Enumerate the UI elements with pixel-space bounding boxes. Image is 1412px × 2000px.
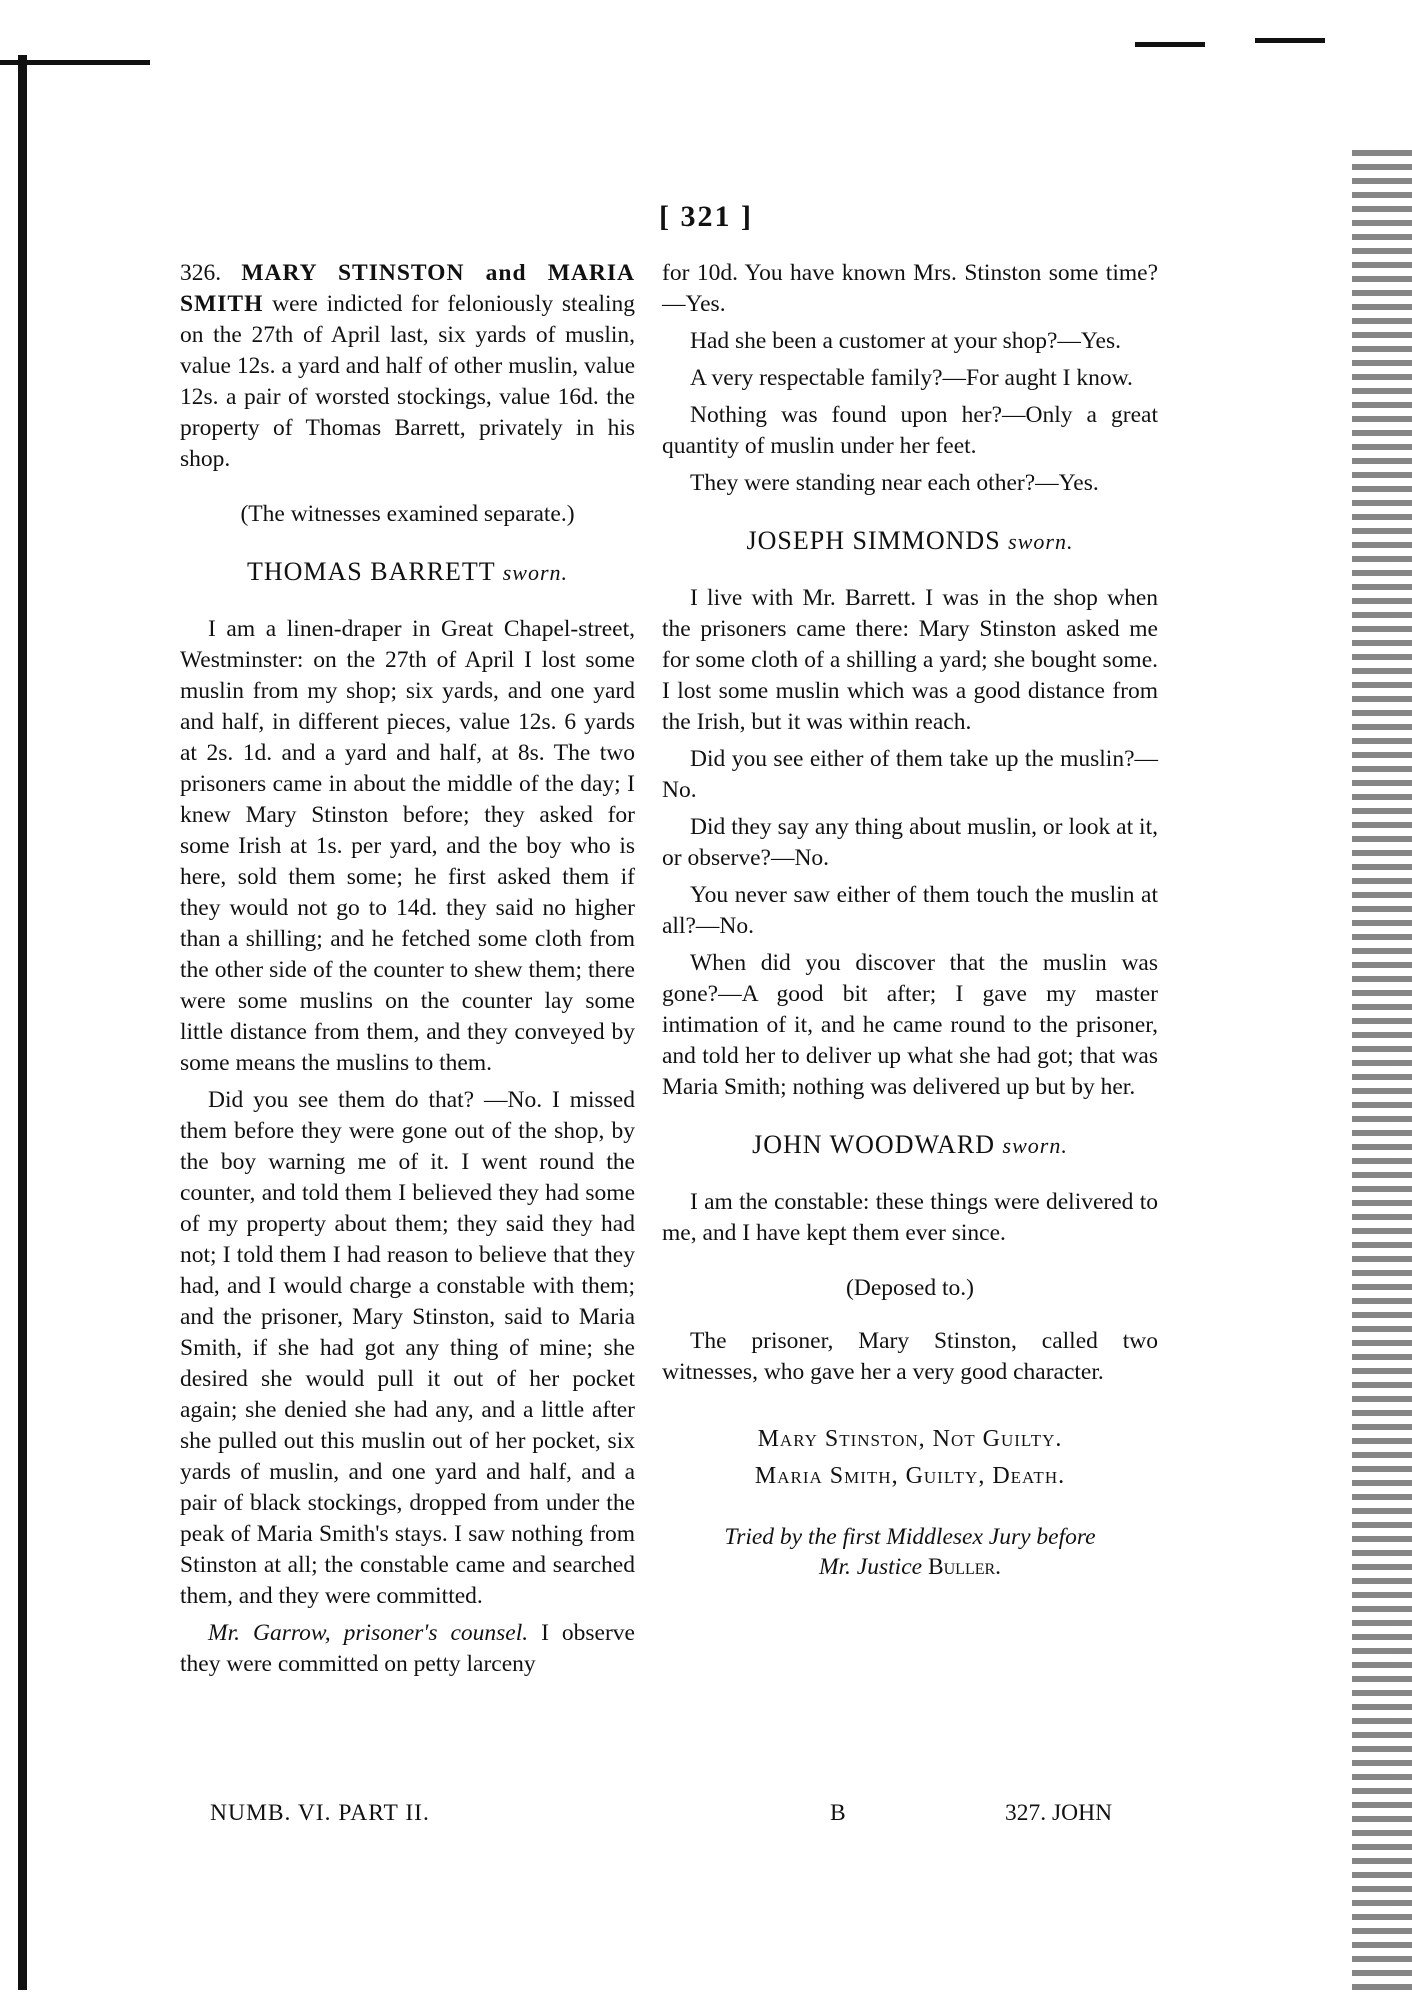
- tried-line-1: Tried by the first Middlesex Jury before: [724, 1524, 1096, 1550]
- witness-name: JOSEPH SIMMONDS: [746, 526, 1001, 555]
- testimony-paragraph: I am the constable: these things were delivered to me, and I have kept them ever since.: [662, 1189, 1158, 1246]
- sworn-label: sworn.: [1008, 529, 1074, 554]
- counsel-paragraph: [180, 1618, 635, 1680]
- testimony-paragraph: Did you see them do that? —No. I missed them before they were gone out of the shop, by the boy warning me of it. I went round the counter, and told them I believed they had some of my property about them; they said they had not; I told them I had reason to believe that they had, and I would charge a constable with them; and the prisoner, Mary Stinston, said to Maria Smith, if she had got any thing of mine; she desired she would pull it out of her pocket again; she denied she had any, and a little after she pulled out this muslin out of her pocket, six yards of muslin, and one yard and half, and a pair of black stockings, dropped from under the peak of Maria Smith's stays. I saw nothing from Stinston at all; the constable came and searched them, and they were committed.: [180, 1087, 635, 1609]
- testimony-paragraph: Did you see either of them take up the muslin?—No.: [662, 746, 1158, 803]
- right-column: [662, 258, 1158, 1588]
- witness-heading-barrett: [180, 556, 635, 588]
- sworn-label: sworn.: [1002, 1133, 1068, 1158]
- testimony-paragraph: When did you discover that the muslin was gone?—A good bit after; I gave my master intimation of it, and he came round to the prisoner, and told her to deliver up what she had got; that was Maria Smith; nothing was delivered up but by her.: [662, 950, 1158, 1100]
- testimony-paragraph: Nothing was found upon her?—Only a great quantity of muslin under her feet.: [662, 402, 1158, 459]
- verdict-stinston: Mary Stinston, Not Guilty.: [757, 1426, 1063, 1452]
- sworn-label: sworn.: [502, 560, 569, 585]
- scan-dash: [1255, 38, 1325, 43]
- signature-mark: B: [830, 1800, 846, 1826]
- footer-number: NUMB. VI. PART II.: [210, 1800, 430, 1826]
- catchword: 327. JOHN: [1005, 1800, 1113, 1826]
- case-indictment: [180, 258, 635, 475]
- testimony-paragraph: for 10d. You have known Mrs. Stinston some time?—Yes.: [662, 260, 1158, 317]
- testimony-paragraph: I am a linen-draper in Great Chapel-street, Westminster: on the 27th of April I lost some muslin from my shop; six yards, and one yard and half, in different pieces, value 12s. 6 yards at 2s. 1d. and a yard and half, at 8s. The two prisoners came in about the middle of the day; I knew Mary Stinston before; they asked for some Irish at 1s. per yard, and the boy who is here, sold them some; he first asked them if they would not go to 14d. they said no higher than a shilling; and he fetched some cloth from the other side of the counter to shew them; there were some muslins on the counter lay some little distance from them, and they conveyed by some means the muslins to them.: [180, 616, 635, 1076]
- verdict-smith: Maria Smith, Guilty, Death.: [754, 1463, 1066, 1489]
- testimony-paragraph: Had she been a customer at your shop?—Yes.: [690, 328, 1121, 354]
- scan-edge-top: [0, 60, 150, 65]
- page-number: [ 321 ]: [659, 200, 753, 233]
- indictment-text: were indicted for feloniously stealing on the 27th of April last, six yards of muslin, value 12s. a yard and half of other muslin, value 12s. a pair of worsted stockings, value 16d. the property of Thomas Barrett, privately in his shop.: [180, 291, 635, 472]
- testimony-paragraph: They were standing near each other?—Yes.: [690, 470, 1099, 496]
- testimony-paragraph: I live with Mr. Barrett. I was in the shop when the prisoners came there: Mary Stinston asked me for some cloth of a shilling a yard; she bought some. I lost some muslin which was a good distance from the Irish, but it was within reach.: [662, 585, 1158, 735]
- defence-paragraph: The prisoner, Mary Stinston, called two witnesses, who gave her a very good character.: [662, 1328, 1158, 1385]
- testimony-paragraph: You never saw either of them touch the muslin at all?—No.: [662, 882, 1158, 939]
- deposed-note: (Deposed to.): [846, 1275, 974, 1301]
- witness-name: JOHN WOODWARD: [752, 1130, 996, 1159]
- testimony-paragraph: A very respectable family?—For aught I know.: [690, 365, 1133, 391]
- witness-heading-simmonds: [662, 525, 1158, 557]
- scan-marks-right: [1352, 150, 1412, 1990]
- tried-judge-prefix: Mr. Justice: [818, 1554, 923, 1580]
- tried-note: [662, 1522, 1158, 1582]
- separate-note: (The witnesses examined separate.): [240, 501, 575, 527]
- tried-judge-name: Buller.: [927, 1554, 1002, 1580]
- case-names: MARY STINSTON and MARIA SMITH: [180, 260, 636, 317]
- left-column: [180, 258, 635, 1686]
- witness-name: THOMAS BARRETT: [246, 557, 496, 586]
- counsel-text: I observe they were committed on petty larceny: [180, 1620, 635, 1677]
- testimony-paragraph: Did they say any thing about muslin, or look at it, or observe?—No.: [662, 814, 1158, 871]
- counsel-name: Mr. Garrow, prisoner's counsel.: [208, 1620, 529, 1646]
- scan-edge-left: [18, 55, 27, 1990]
- case-number: 326.: [180, 260, 222, 286]
- scan-dash: [1135, 42, 1205, 47]
- witness-heading-woodward: [662, 1129, 1158, 1161]
